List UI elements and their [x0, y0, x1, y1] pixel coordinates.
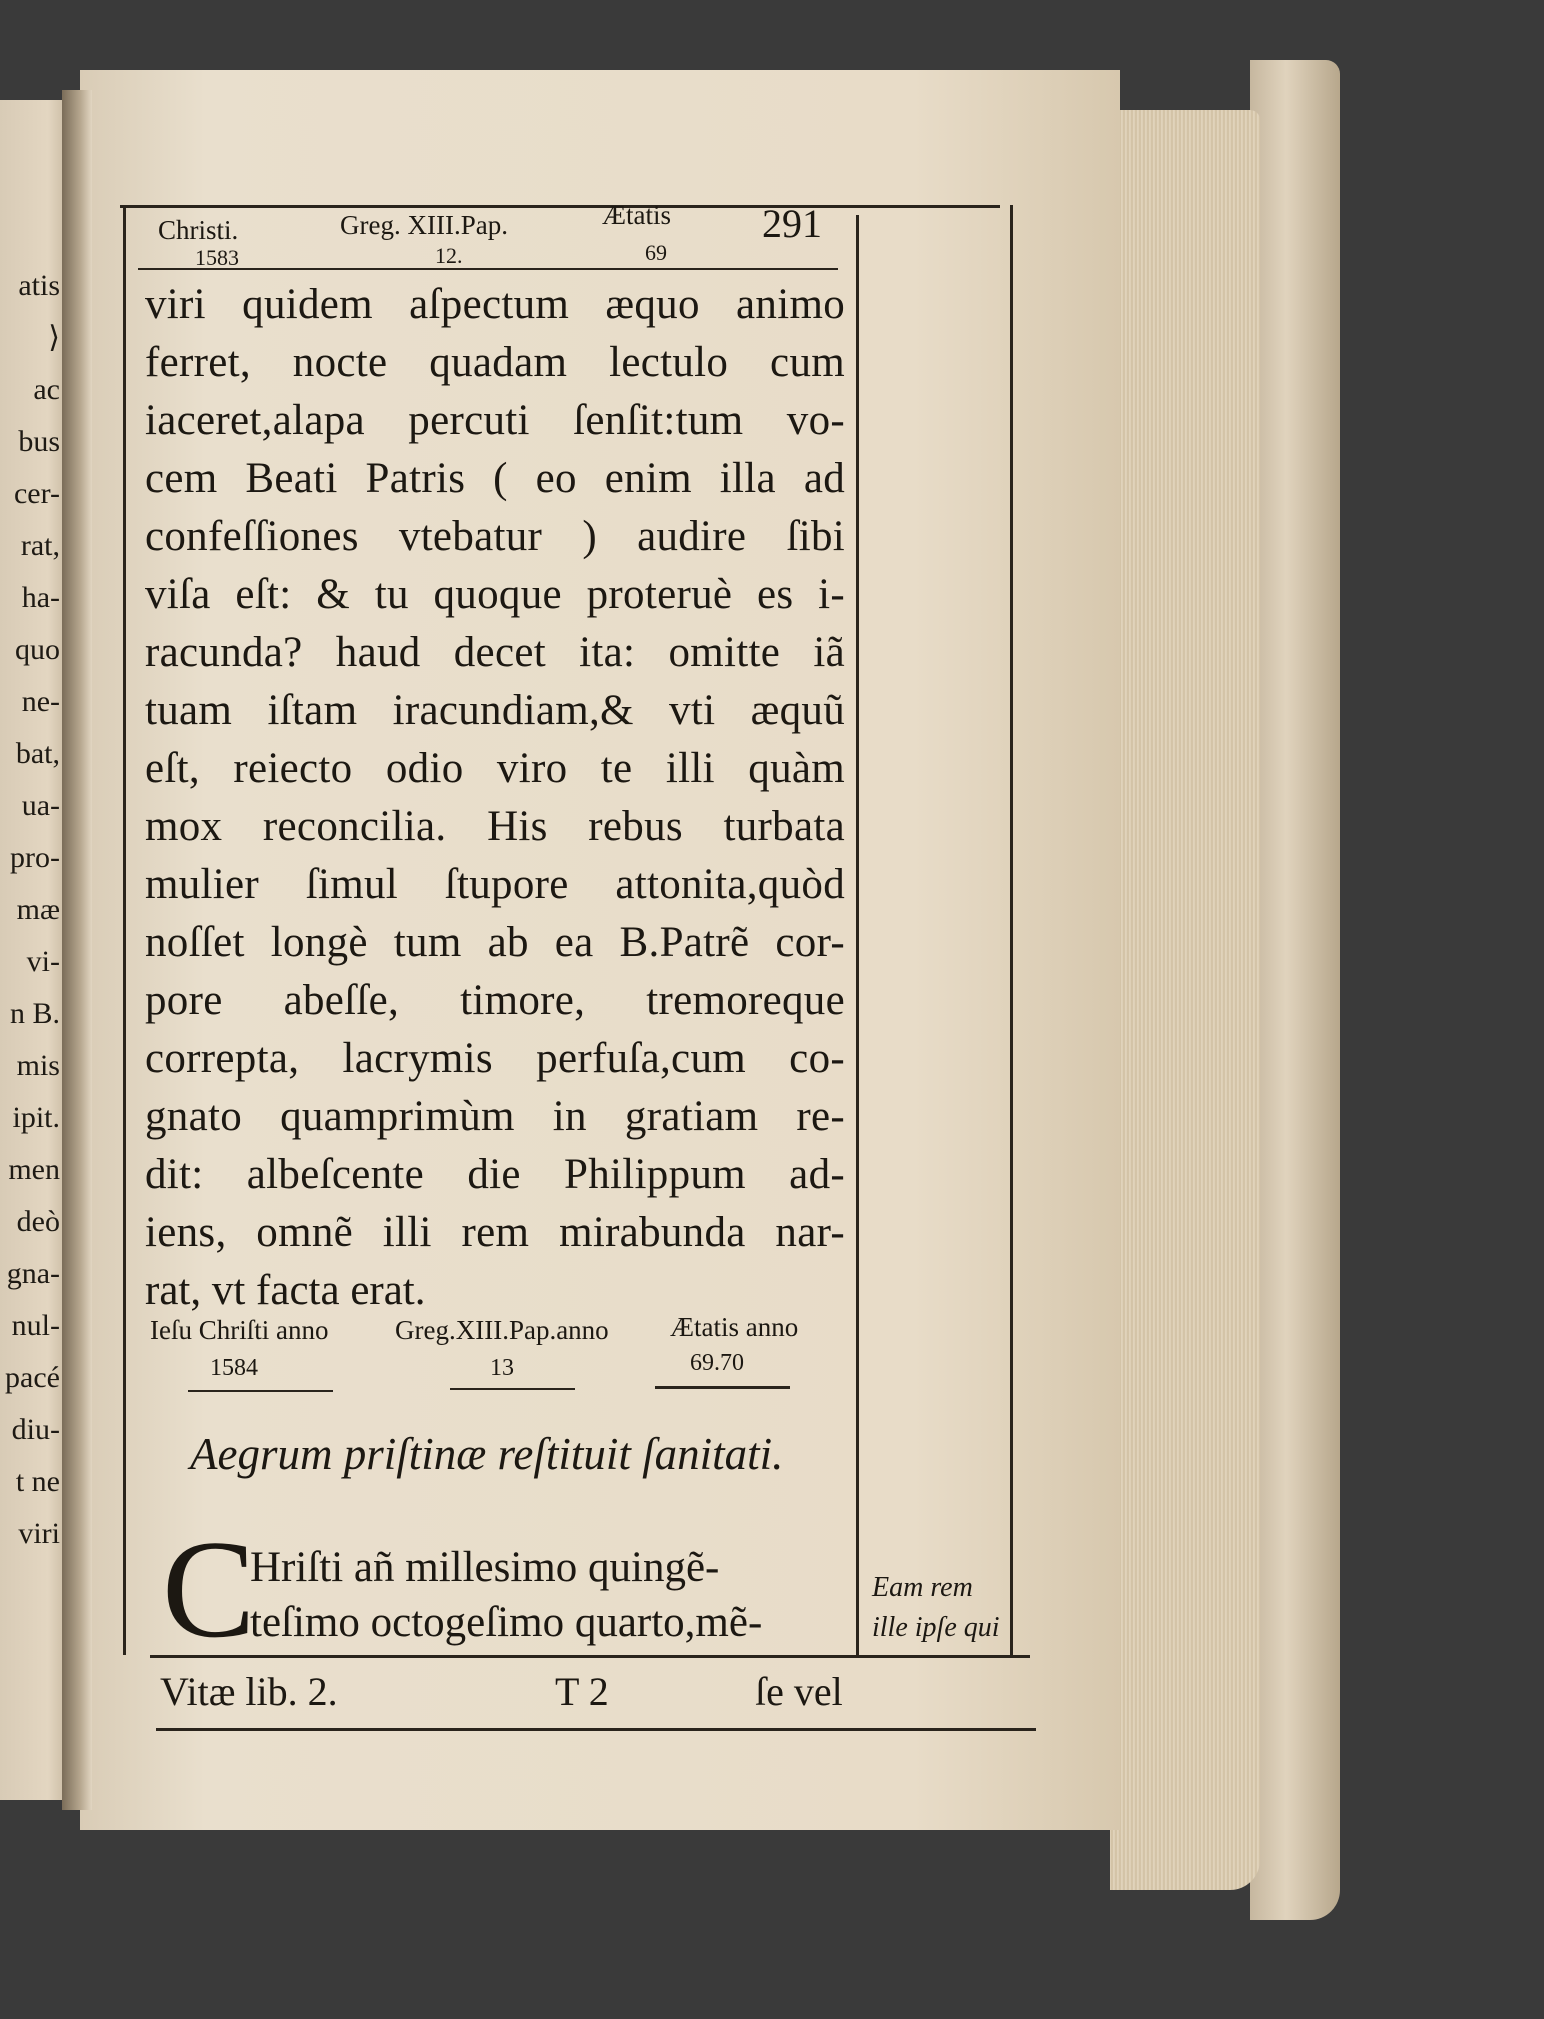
left-line: pro-	[10, 841, 60, 874]
body-line: viri quidem aſpectum æquo animo	[145, 281, 845, 328]
body-line: dit: albeſcente die Philippum ad-	[145, 1151, 845, 1198]
body-line: iaceret,alapa percuti ſenſit:tum vo-	[145, 397, 845, 444]
signature-mark: T 2	[555, 1669, 609, 1714]
left-line: vi-	[26, 945, 60, 978]
left-line: ⟩	[48, 321, 60, 354]
date-jesu-year: 1584	[210, 1355, 258, 1381]
header-greg-year: 12.	[435, 243, 463, 268]
left-line: viri	[18, 1517, 60, 1550]
margin-note-line-2: ille ipſe qui	[872, 1612, 1000, 1643]
left-line: bus	[18, 425, 60, 458]
left-frame-rule	[123, 205, 126, 1655]
header-christi-label: Christi.	[158, 215, 239, 245]
left-line: nul-	[11, 1309, 60, 1342]
header-aetatis-label: Ætatis	[602, 200, 672, 230]
left-line: ac	[33, 373, 60, 406]
header-rule	[138, 268, 838, 270]
left-line: rat,	[20, 529, 60, 562]
left-line: ne-	[21, 685, 60, 718]
signature-left: Vitæ lib. 2.	[160, 1669, 338, 1714]
body-line: cem Beati Patris ( eo enim illa ad	[145, 455, 845, 502]
left-line: quo	[15, 633, 60, 666]
header-christi-year: 1583	[195, 245, 239, 270]
left-line: mæ	[16, 893, 60, 926]
left-line: bat,	[15, 737, 60, 770]
date-rule-1	[188, 1390, 333, 1392]
left-line: diu-	[11, 1413, 60, 1446]
left-line: atis	[18, 269, 60, 302]
header-greg-label: Greg. XIII.Pap.	[340, 210, 508, 240]
date-greg-year: 13	[490, 1355, 514, 1381]
date-aetatis-value: 69.70	[690, 1350, 744, 1376]
drop-cap: C	[162, 1512, 256, 1667]
left-line: deò	[16, 1205, 60, 1238]
body-line: mulier ſimul ſtupore attonita,quòd	[145, 861, 845, 908]
inner-right-rule	[856, 215, 859, 1655]
page-edges	[1110, 110, 1260, 1890]
body-line: correpta, lacrymis perfuſa,cum co-	[145, 1035, 845, 1082]
top-rule	[120, 205, 1000, 208]
left-line: ua-	[21, 789, 60, 822]
section-line-2: teſimo octogeſimo quarto,mẽ-	[250, 1599, 763, 1646]
spine-gutter	[62, 90, 92, 1810]
header-aetatis-value: 69	[645, 240, 667, 265]
left-line: men	[8, 1153, 60, 1186]
section-heading: Aegrum priſtinæ reſtituit ſanitati.	[190, 1429, 784, 1479]
date-rule-2	[450, 1388, 575, 1390]
body-line: racunda? haud decet ita: omitte iã	[145, 629, 845, 676]
left-line: gna-	[6, 1257, 60, 1290]
left-line: t ne	[15, 1465, 60, 1498]
book-cover-edge	[1250, 60, 1340, 1920]
date-greg-label: Greg.XIII.Pap.anno	[395, 1315, 609, 1345]
margin-note-line-1: Eam rem	[872, 1572, 973, 1603]
body-line: pore abeſſe, timore, tremoreque	[145, 977, 845, 1024]
footer-rule	[156, 1728, 1036, 1731]
date-rule-3	[655, 1386, 790, 1389]
body-line: eſt, reiecto odio viro te illi quàm	[145, 745, 845, 792]
body-line: iens, omnẽ illi rem mirabunda nar-	[145, 1209, 845, 1256]
left-line: pacé	[5, 1361, 60, 1394]
body-line: ferret, nocte quadam lectulo cum	[145, 339, 845, 386]
left-line: cer-	[13, 477, 60, 510]
catchword: ſe vel	[755, 1669, 843, 1714]
body-line: noſſet longè tum ab ea B.Patrẽ cor-	[145, 919, 845, 966]
body-line: viſa eſt: & tu quoque proteruè es i-	[145, 571, 845, 618]
left-line: mis	[16, 1049, 60, 1082]
page-number: 291	[762, 201, 822, 246]
date-aetatis-label: Ætatis anno	[670, 1312, 799, 1342]
body-line: tuam iſtam iracundiam,& vti æquũ	[145, 687, 845, 734]
body-line: gnato quamprimùm in gratiam re-	[145, 1093, 845, 1140]
section-line-1: Hriſti añ millesimo quingẽ-	[250, 1544, 720, 1591]
bottom-rule	[150, 1655, 1030, 1658]
outer-right-rule	[1010, 205, 1013, 1655]
body-line: confeſſiones vtebatur ) audire ſibi	[145, 513, 845, 560]
body-line: mox reconcilia. His rebus turbata	[145, 803, 845, 850]
left-line: ipit.	[12, 1101, 60, 1134]
left-page-text	[0, 260, 60, 1560]
left-line: ha-	[21, 581, 60, 614]
left-line: n B.	[9, 997, 60, 1030]
date-jesu-label: Ieſu Chriſti anno	[150, 1315, 329, 1345]
body-last-line: rat, vt facta erat.	[145, 1267, 426, 1314]
